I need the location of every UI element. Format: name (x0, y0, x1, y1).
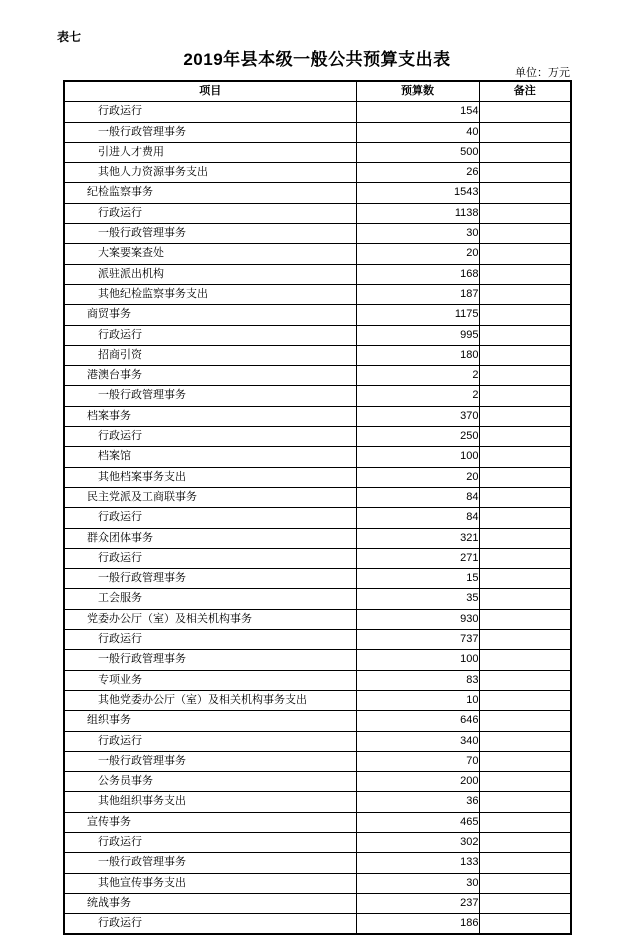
table-header-row (64, 81, 571, 102)
budget-cell: 187 (356, 284, 479, 304)
note-cell (479, 812, 571, 832)
item-cell: 公务员事务 (64, 772, 356, 792)
budget-cell: 100 (356, 650, 479, 670)
budget-cell: 250 (356, 427, 479, 447)
budget-cell: 168 (356, 264, 479, 284)
table-row (64, 711, 571, 731)
budget-cell: 646 (356, 711, 479, 731)
note-cell (479, 487, 571, 507)
table-row (64, 731, 571, 751)
note-cell (479, 670, 571, 690)
budget-cell: 237 (356, 893, 479, 913)
note-cell (479, 467, 571, 487)
table-row (64, 853, 571, 873)
column-header-note: 备注 (479, 81, 571, 102)
table-row (64, 569, 571, 589)
table-row (64, 305, 571, 325)
budget-cell: 2 (356, 386, 479, 406)
item-cell: 行政运行 (64, 102, 356, 122)
page-title: 2019年县本级一般公共预算支出表 (183, 50, 451, 69)
budget-cell: 30 (356, 224, 479, 244)
note-cell (479, 264, 571, 284)
note-cell (479, 589, 571, 609)
budget-cell: 10 (356, 690, 479, 710)
table-row (64, 873, 571, 893)
item-cell: 其他人力资源事务支出 (64, 163, 356, 183)
item-cell: 一般行政管理事务 (64, 751, 356, 771)
note-cell (479, 183, 571, 203)
table-row (64, 508, 571, 528)
item-cell: 一般行政管理事务 (64, 386, 356, 406)
budget-cell: 2 (356, 366, 479, 386)
item-cell: 专项业务 (64, 670, 356, 690)
table-row (64, 690, 571, 710)
item-cell: 商贸事务 (64, 305, 356, 325)
budget-cell: 271 (356, 548, 479, 568)
note-cell (479, 406, 571, 426)
note-cell (479, 528, 571, 548)
budget-cell: 30 (356, 873, 479, 893)
budget-cell: 84 (356, 487, 479, 507)
item-cell: 其他党委办公厅（室）及相关机构事务支出 (64, 690, 356, 710)
table-row (64, 914, 571, 935)
item-cell: 行政运行 (64, 832, 356, 852)
item-cell: 行政运行 (64, 427, 356, 447)
budget-cell: 340 (356, 731, 479, 751)
budget-cell: 20 (356, 244, 479, 264)
budget-cell: 465 (356, 812, 479, 832)
table-row (64, 406, 571, 426)
column-header-budget: 预算数 (356, 81, 479, 102)
budget-cell: 15 (356, 569, 479, 589)
budget-cell: 500 (356, 142, 479, 162)
note-cell (479, 609, 571, 629)
note-cell (479, 893, 571, 913)
note-cell (479, 244, 571, 264)
table-row (64, 142, 571, 162)
note-cell (479, 325, 571, 345)
item-cell: 群众团体事务 (64, 528, 356, 548)
budget-cell: 40 (356, 122, 479, 142)
note-cell (479, 630, 571, 650)
note-cell (479, 832, 571, 852)
budget-cell: 180 (356, 345, 479, 365)
item-cell: 大案要案查处 (64, 244, 356, 264)
item-cell: 行政运行 (64, 325, 356, 345)
item-cell: 行政运行 (64, 203, 356, 223)
item-cell: 一般行政管理事务 (64, 122, 356, 142)
note-cell (479, 224, 571, 244)
table-row (64, 528, 571, 548)
table-row (64, 366, 571, 386)
note-cell (479, 305, 571, 325)
item-cell: 港澳台事务 (64, 366, 356, 386)
note-cell (479, 122, 571, 142)
budget-cell: 133 (356, 853, 479, 873)
item-cell: 行政运行 (64, 508, 356, 528)
table-row (64, 427, 571, 447)
budget-cell: 84 (356, 508, 479, 528)
table-row (64, 650, 571, 670)
budget-cell: 1543 (356, 183, 479, 203)
item-cell: 一般行政管理事务 (64, 650, 356, 670)
item-cell: 行政运行 (64, 548, 356, 568)
note-cell (479, 386, 571, 406)
item-cell: 组织事务 (64, 711, 356, 731)
item-cell: 党委办公厅（室）及相关机构事务 (64, 609, 356, 629)
item-cell: 一般行政管理事务 (64, 569, 356, 589)
item-cell: 工会服务 (64, 589, 356, 609)
item-cell: 一般行政管理事务 (64, 224, 356, 244)
note-cell (479, 427, 571, 447)
table-row (64, 183, 571, 203)
note-cell (479, 102, 571, 122)
budget-cell: 36 (356, 792, 479, 812)
table-row (64, 589, 571, 609)
item-cell: 行政运行 (64, 914, 356, 935)
note-cell (479, 548, 571, 568)
item-cell: 其他组织事务支出 (64, 792, 356, 812)
column-header-item: 项目 (64, 81, 356, 102)
table-row (64, 264, 571, 284)
note-cell (479, 731, 571, 751)
item-cell: 引进人才费用 (64, 142, 356, 162)
budget-cell: 100 (356, 447, 479, 467)
budget-cell: 186 (356, 914, 479, 935)
table-number-label: 表七 (57, 30, 82, 44)
table-row (64, 548, 571, 568)
table-row (64, 102, 571, 122)
item-cell: 档案事务 (64, 406, 356, 426)
item-cell: 一般行政管理事务 (64, 853, 356, 873)
unit-note: 单位：万元 (515, 67, 570, 79)
note-cell (479, 873, 571, 893)
table-row (64, 203, 571, 223)
table-row (64, 832, 571, 852)
item-cell: 其他纪检监察事务支出 (64, 284, 356, 304)
note-cell (479, 792, 571, 812)
item-cell: 纪检监察事务 (64, 183, 356, 203)
note-cell (479, 284, 571, 304)
item-cell: 行政运行 (64, 630, 356, 650)
table-row (64, 386, 571, 406)
table-row (64, 812, 571, 832)
budget-cell: 200 (356, 772, 479, 792)
budget-cell: 26 (356, 163, 479, 183)
table-row (64, 224, 571, 244)
note-cell (479, 650, 571, 670)
budget-cell: 154 (356, 102, 479, 122)
budget-cell: 35 (356, 589, 479, 609)
table-row (64, 630, 571, 650)
item-cell: 档案馆 (64, 447, 356, 467)
note-cell (479, 772, 571, 792)
budget-cell: 1175 (356, 305, 479, 325)
table-row (64, 751, 571, 771)
budget-cell: 1138 (356, 203, 479, 223)
budget-cell: 70 (356, 751, 479, 771)
item-cell: 其他档案事务支出 (64, 467, 356, 487)
note-cell (479, 711, 571, 731)
item-cell: 派驻派出机构 (64, 264, 356, 284)
table-row (64, 467, 571, 487)
table-row (64, 670, 571, 690)
note-cell (479, 914, 571, 935)
note-cell (479, 203, 571, 223)
note-cell (479, 751, 571, 771)
budget-cell: 370 (356, 406, 479, 426)
budget-cell: 995 (356, 325, 479, 345)
table-row (64, 122, 571, 142)
table-row (64, 244, 571, 264)
budget-cell: 737 (356, 630, 479, 650)
note-cell (479, 508, 571, 528)
note-cell (479, 366, 571, 386)
note-cell (479, 569, 571, 589)
item-cell: 宣传事务 (64, 812, 356, 832)
table-row (64, 487, 571, 507)
table-row (64, 447, 571, 467)
note-cell (479, 853, 571, 873)
budget-cell: 302 (356, 832, 479, 852)
budget-table (63, 80, 572, 935)
note-cell (479, 690, 571, 710)
table-row (64, 284, 571, 304)
table-row (64, 609, 571, 629)
table-row (64, 345, 571, 365)
item-cell: 其他宣传事务支出 (64, 873, 356, 893)
note-cell (479, 142, 571, 162)
budget-cell: 321 (356, 528, 479, 548)
item-cell: 行政运行 (64, 731, 356, 751)
budget-cell: 83 (356, 670, 479, 690)
table-body (64, 102, 571, 935)
item-cell: 民主党派及工商联事务 (64, 487, 356, 507)
note-cell (479, 345, 571, 365)
budget-cell: 20 (356, 467, 479, 487)
item-cell: 招商引资 (64, 345, 356, 365)
item-cell: 统战事务 (64, 893, 356, 913)
note-cell (479, 163, 571, 183)
table-row (64, 792, 571, 812)
table-row (64, 163, 571, 183)
budget-cell: 930 (356, 609, 479, 629)
table-row (64, 772, 571, 792)
table-row (64, 325, 571, 345)
table-row (64, 893, 571, 913)
note-cell (479, 447, 571, 467)
